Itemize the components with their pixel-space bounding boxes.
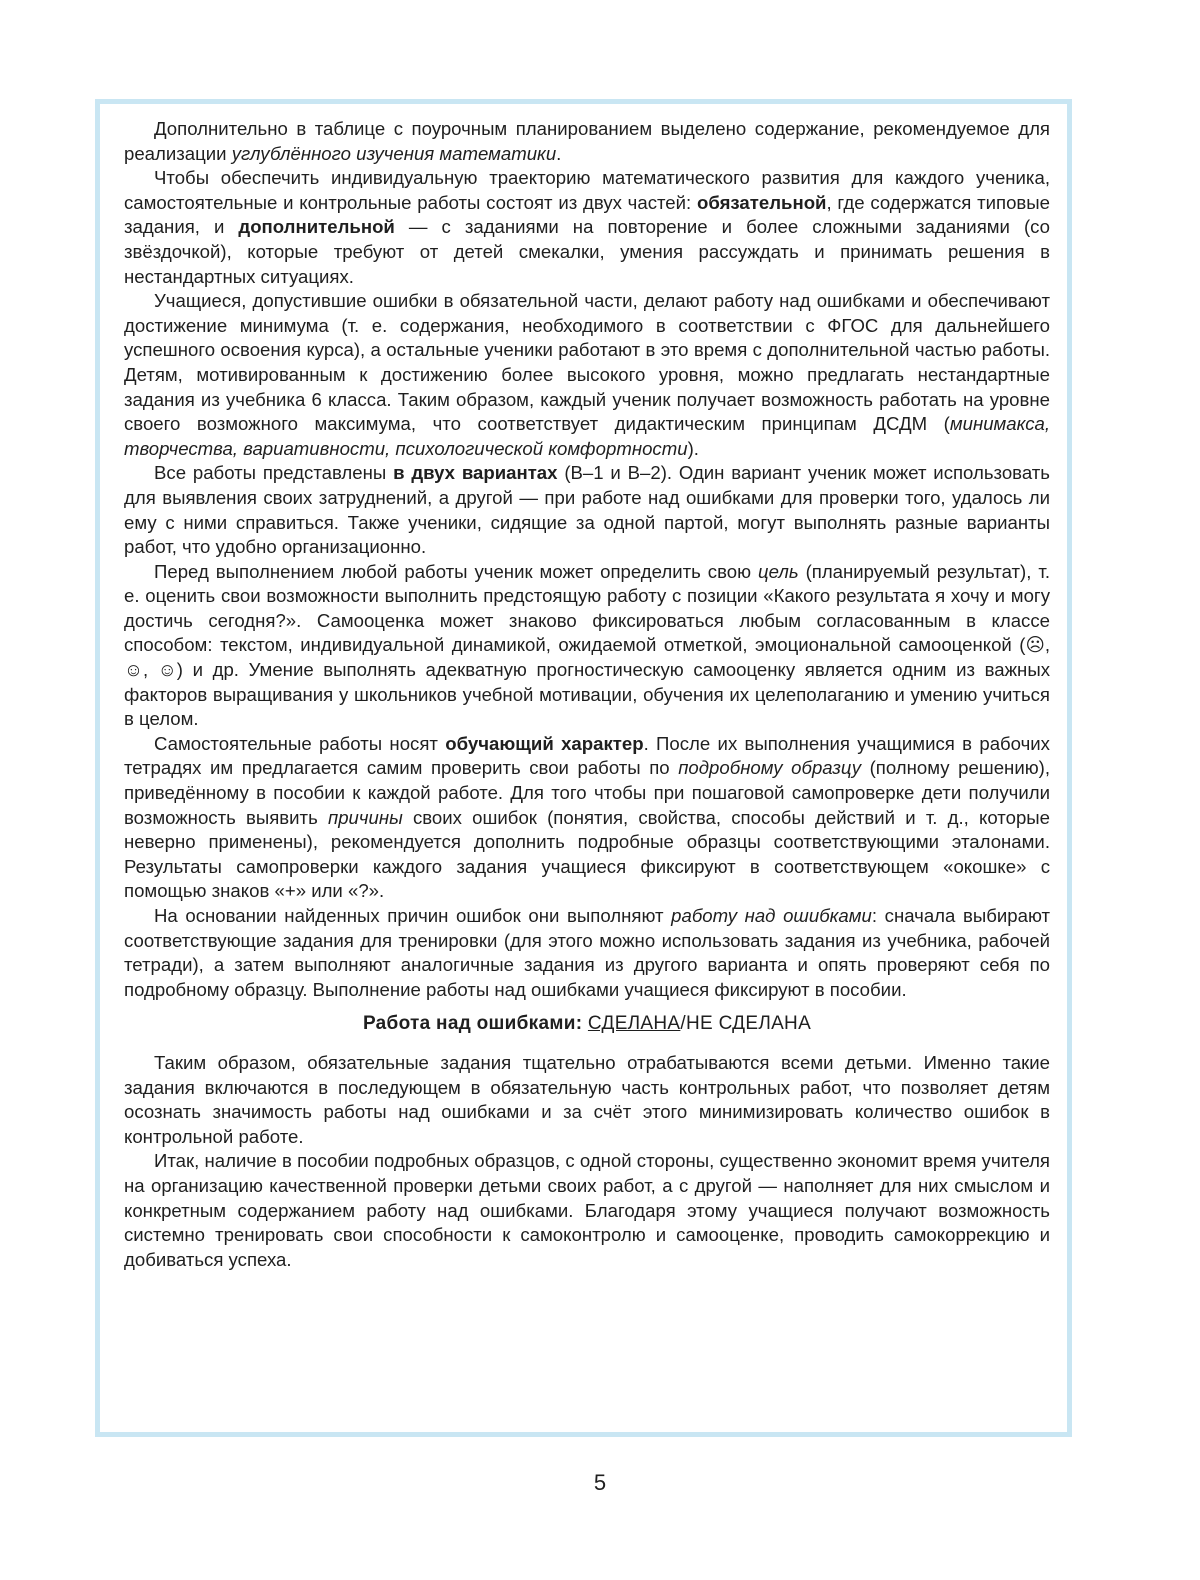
text-run: . [556, 142, 562, 164]
status-not-done: НЕ СДЕЛАНА [686, 1013, 812, 1035]
text-run: (полному решению), приведённому в пособии к каждой работе. Для того чтобы при пошаговой самопроверке дети получили возможность выявить [124, 757, 1051, 828]
text-run: (планируемый результат), т. е. оценить свои возможности выполнить предстоящую работу с позиции «Какого результата я хочу и могу достичь сегодня?». Самооценка может знаково фиксироваться любым согласованным в классе способом: текстом, индивидуальной динамикой, ожидаемой отметкой, эмоциональной самооценкой (☹, ☺, ☺) и др. Умение выполнять адекватную прогностическую самооценку является одним из важных факторов выращивания у школьников учебной мотивации, обучения их целеполаганию и умению учиться в целом. [124, 560, 1050, 730]
text-run: . После их выполнения учащимися в рабочих тетрадях им предлагается самим проверить свои работы по [124, 732, 1050, 779]
text-run: Учащиеся, допустившие ошибки в обязательной части, делают работу над ошибками и обеспечивают достижение минимума (т. е. содержания, необходимого в соответствии с ФГОС для дальнейшего успешного освоения курса), а остальные ученики работают в это время с дополнительной частью работы. Детям, мотивированным к достижению более высокого уровня, можно предлагать нестандартные задания из учебника 6 класса. Таким образом, каждый ученик получает возможность работать на уровне своего возможного максимума, что соответствует дидактическим принципам ДСДМ ( [124, 290, 1050, 435]
paragraph-5 [124, 560, 1050, 732]
italic-run: цель [757, 560, 799, 582]
italic-run: причины [327, 806, 403, 828]
page-number: 5 [593, 1470, 607, 1495]
text-run: своих ошибок (понятия, свойства, способы действий и т. д., которые неверно применены), рекомендуется дополнить подробные образцы соответствующими эталонами. Результаты самопроверки каждого задания учащиеся фиксируют в соответствующем «окошке» с помощью знаков «+» или «?». [124, 806, 1050, 902]
status-label: Работа над ошибками: [362, 1013, 583, 1035]
text-run: Дополнительно в таблице с поурочным планированием выделено содержание, рекомендуемое для реализации [124, 118, 1050, 164]
paragraph-7 [124, 904, 1050, 1002]
text-run: Итак, наличие в пособии подробных образцов, с одной стороны, существенно экономит время учителя на организацию качественной проверки детьми своих работ, а с другой — наполняет для них смыслом и конкретным содержанием работу над ошибками. Благодаря этому учащиеся получают возможность системно тренировать свои способности к самоконтролю и самооценке, проводить самокоррекцию и добиваться успеха. [124, 1150, 1050, 1270]
work-status-line [124, 1012, 1050, 1037]
status-done: СДЕЛАНА [587, 1013, 681, 1035]
text-run: Самостоятельные работы носят [154, 732, 446, 754]
text-run: На основании найденных причин ошибок они выполняют [154, 905, 672, 926]
paragraph-8 [124, 1051, 1050, 1149]
italic-run: углублённого изучения математики [231, 142, 557, 164]
main-text [124, 117, 1050, 1272]
text-run: Таким образом, обязательные задания тщательно отрабатываются всеми детьми. Именно такие задания включаются в последующем в обязательную часть контрольных работ, что позволяет детям осознать значимость работы над ошибками и за счёт этого минимизировать количество ошибок в контрольной работе. [124, 1051, 1050, 1147]
bold-run: в двух вариантах [393, 462, 558, 484]
text-run: : сначала выбирают соответствующие задания для тренировки (для этого можно использовать задания из учебника, рабочей тетради), а затем выполняют аналогичные задания из другого варианта и опять проверяют себя по подробному образцу. Выполнение работы над ошибками учащиеся фиксируют в пособии. [124, 905, 1050, 1000]
paragraph-1 [124, 117, 1050, 166]
paragraph-6 [124, 732, 1050, 904]
bold-run: обязательной [696, 191, 827, 213]
paragraph-9 [124, 1149, 1050, 1272]
text-run: , где содержатся типовые задания, и [124, 191, 1050, 238]
paragraph-3 [124, 289, 1050, 461]
text-run: (В–1 и В–2). Один вариант ученик может использовать для выявления своих затруднений, а другой — при работе над ошибками для проверки того, удалось ли ему с ними справиться. Также ученики, сидящие за одной партой, могут выполнять разные варианты работ, что удобно организационно. [124, 462, 1050, 558]
paragraph-2 [124, 166, 1050, 289]
paragraph-4 [124, 461, 1050, 559]
text-run: Перед выполнением любой работы ученик может определить свою [154, 560, 758, 582]
italic-run: подробному образцу [678, 757, 862, 779]
text-run: Все работы представлены [154, 462, 394, 484]
text-run: Чтобы обеспечить индивидуальную траекторию математического развития для каждого ученика, самостоятельные и контрольные работы состоят из двух частей: [124, 167, 1050, 213]
text-run: ). [687, 437, 699, 459]
text-run: — с заданиями на повторение и более сложными заданиями (со звёздочкой), которые требуют от детей смекалки, умения рассуждать и принимать решения в нестандартных ситуациях. [124, 216, 1050, 287]
italic-run: минимакса, творчества, вариативности, психологической комфортности [124, 413, 1050, 459]
italic-run: работу над ошибками [671, 905, 872, 926]
status-separator: / [680, 1013, 686, 1035]
bold-run: обучающий характер [445, 732, 644, 754]
bold-run: дополнительной [238, 216, 395, 238]
